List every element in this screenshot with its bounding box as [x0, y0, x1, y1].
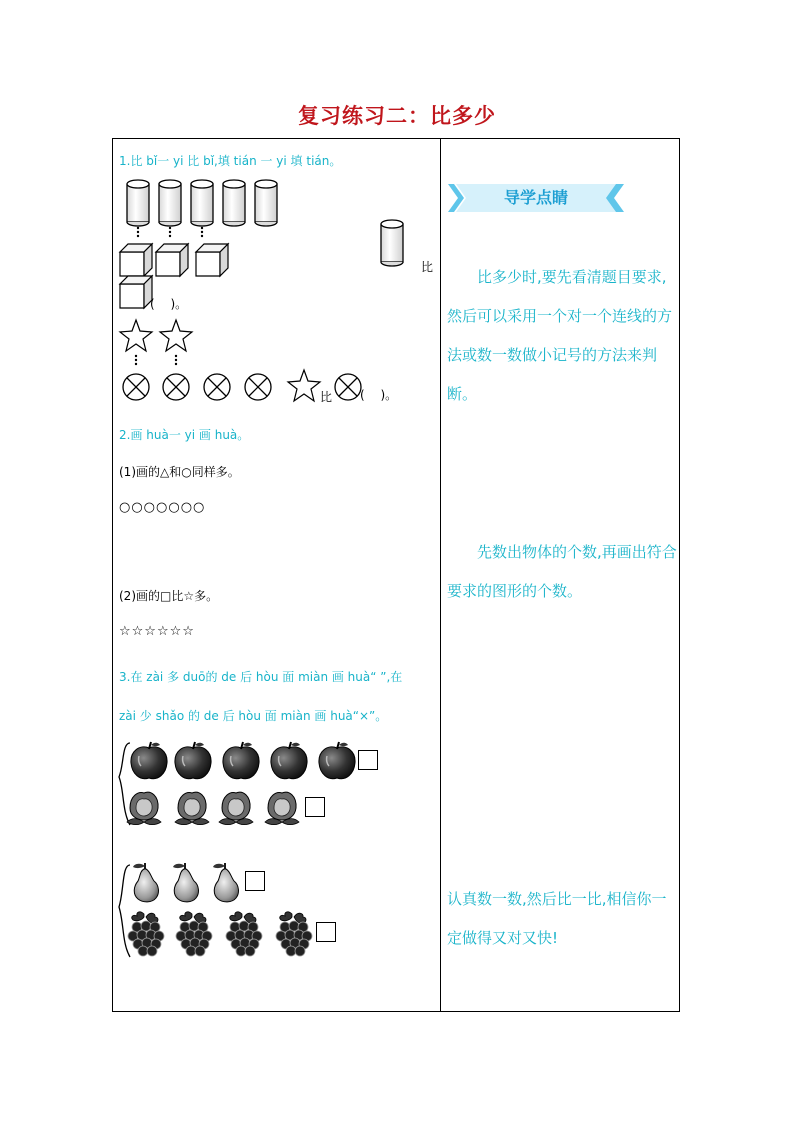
q3-instruction-line1: 3.在 zài 多 duō的 de 后 hòu 面 miàn 画 huà“ ”,在 [119, 670, 403, 684]
pear-icon [133, 863, 158, 902]
apple-icon [319, 742, 355, 779]
guide-banner-label: 导学点睛 [503, 188, 568, 207]
crossed-circle-icon [204, 374, 230, 400]
cube-icon [156, 244, 188, 276]
star-icon [160, 320, 192, 351]
dots [135, 355, 177, 365]
compare-label-cup: 比 [421, 260, 434, 274]
crossed-circle-icon [335, 374, 361, 400]
grapes-icon [128, 912, 164, 956]
answer-box-peaches[interactable] [305, 797, 325, 817]
answer-blank-cube[interactable]: ( )。 [150, 297, 188, 311]
q2-part1-label: (1)画的△和○同样多。 [119, 465, 240, 479]
answer-blank-star[interactable]: ( )。 [360, 388, 398, 402]
cup-icon [159, 180, 181, 226]
q2-instruction: 2.画 huà一 yi 画 huà。 [119, 428, 250, 442]
cube-icon [196, 244, 228, 276]
grapes-icon [176, 912, 212, 956]
pear-icon [213, 863, 238, 902]
q2-part2-label: (2)画的□比☆多。 [119, 589, 219, 603]
star-icon [120, 320, 152, 351]
cube-icon [120, 244, 152, 276]
cup-icon [127, 180, 149, 226]
peach-icon [265, 792, 299, 824]
cup-icon [255, 180, 277, 226]
pear-icon [173, 863, 198, 902]
cup-icon [223, 180, 245, 226]
apple-icon [223, 742, 259, 779]
crossed-circle-icon [123, 374, 149, 400]
guide-hint-1: 比多少时,要先看清题目要求,然后可以采用一个对一个连线的方法或数一数做小记号的方法来判断。 [447, 268, 673, 403]
brace-icon [119, 743, 130, 825]
crossed-circle-icon [163, 374, 189, 400]
apple-icon [271, 742, 307, 779]
answer-box-grapes[interactable] [316, 922, 336, 942]
apple-icon [131, 742, 167, 779]
peach-icon [219, 792, 253, 824]
compare-label-star: 比 [320, 390, 333, 404]
cup-icon [381, 220, 403, 266]
brace-icon [119, 865, 130, 957]
grapes-icon [276, 912, 312, 956]
guide-hint-2: 先数出物体的个数,再画出符合要求的图形的个数。 [447, 543, 677, 600]
q2-part1-drawing-area[interactable] [119, 525, 429, 575]
answer-box-apples[interactable] [358, 750, 378, 770]
q1-instruction: 1.比 bǐ一 yi 比 bǐ,填 tián 一 yi 填 tián。 [119, 154, 342, 168]
q2-part1-circles: ○○○○○○○ [119, 500, 206, 515]
apple-icon [175, 742, 211, 779]
answer-box-pears[interactable] [245, 871, 265, 891]
dots [137, 227, 203, 237]
guide-hint-3: 认真数一数,然后比一比,相信你一定做得又对又快! [447, 890, 667, 947]
cup-icon [191, 180, 213, 226]
page-title: 复习练习二：比多少 [298, 103, 496, 128]
crossed-circle-icon [245, 374, 271, 400]
grapes-icon [226, 912, 262, 956]
peach-icon [175, 792, 209, 824]
peach-icon [127, 792, 161, 824]
star-icon [288, 370, 320, 401]
q2-part2-stars: ☆☆☆☆☆☆ [119, 624, 195, 639]
q3-instruction-line2: zài 少 shǎo 的 de 后 hòu 面 miàn 画 huà“×”。 [119, 709, 388, 723]
cube-icon [120, 276, 152, 308]
q1-figures [112, 170, 442, 410]
